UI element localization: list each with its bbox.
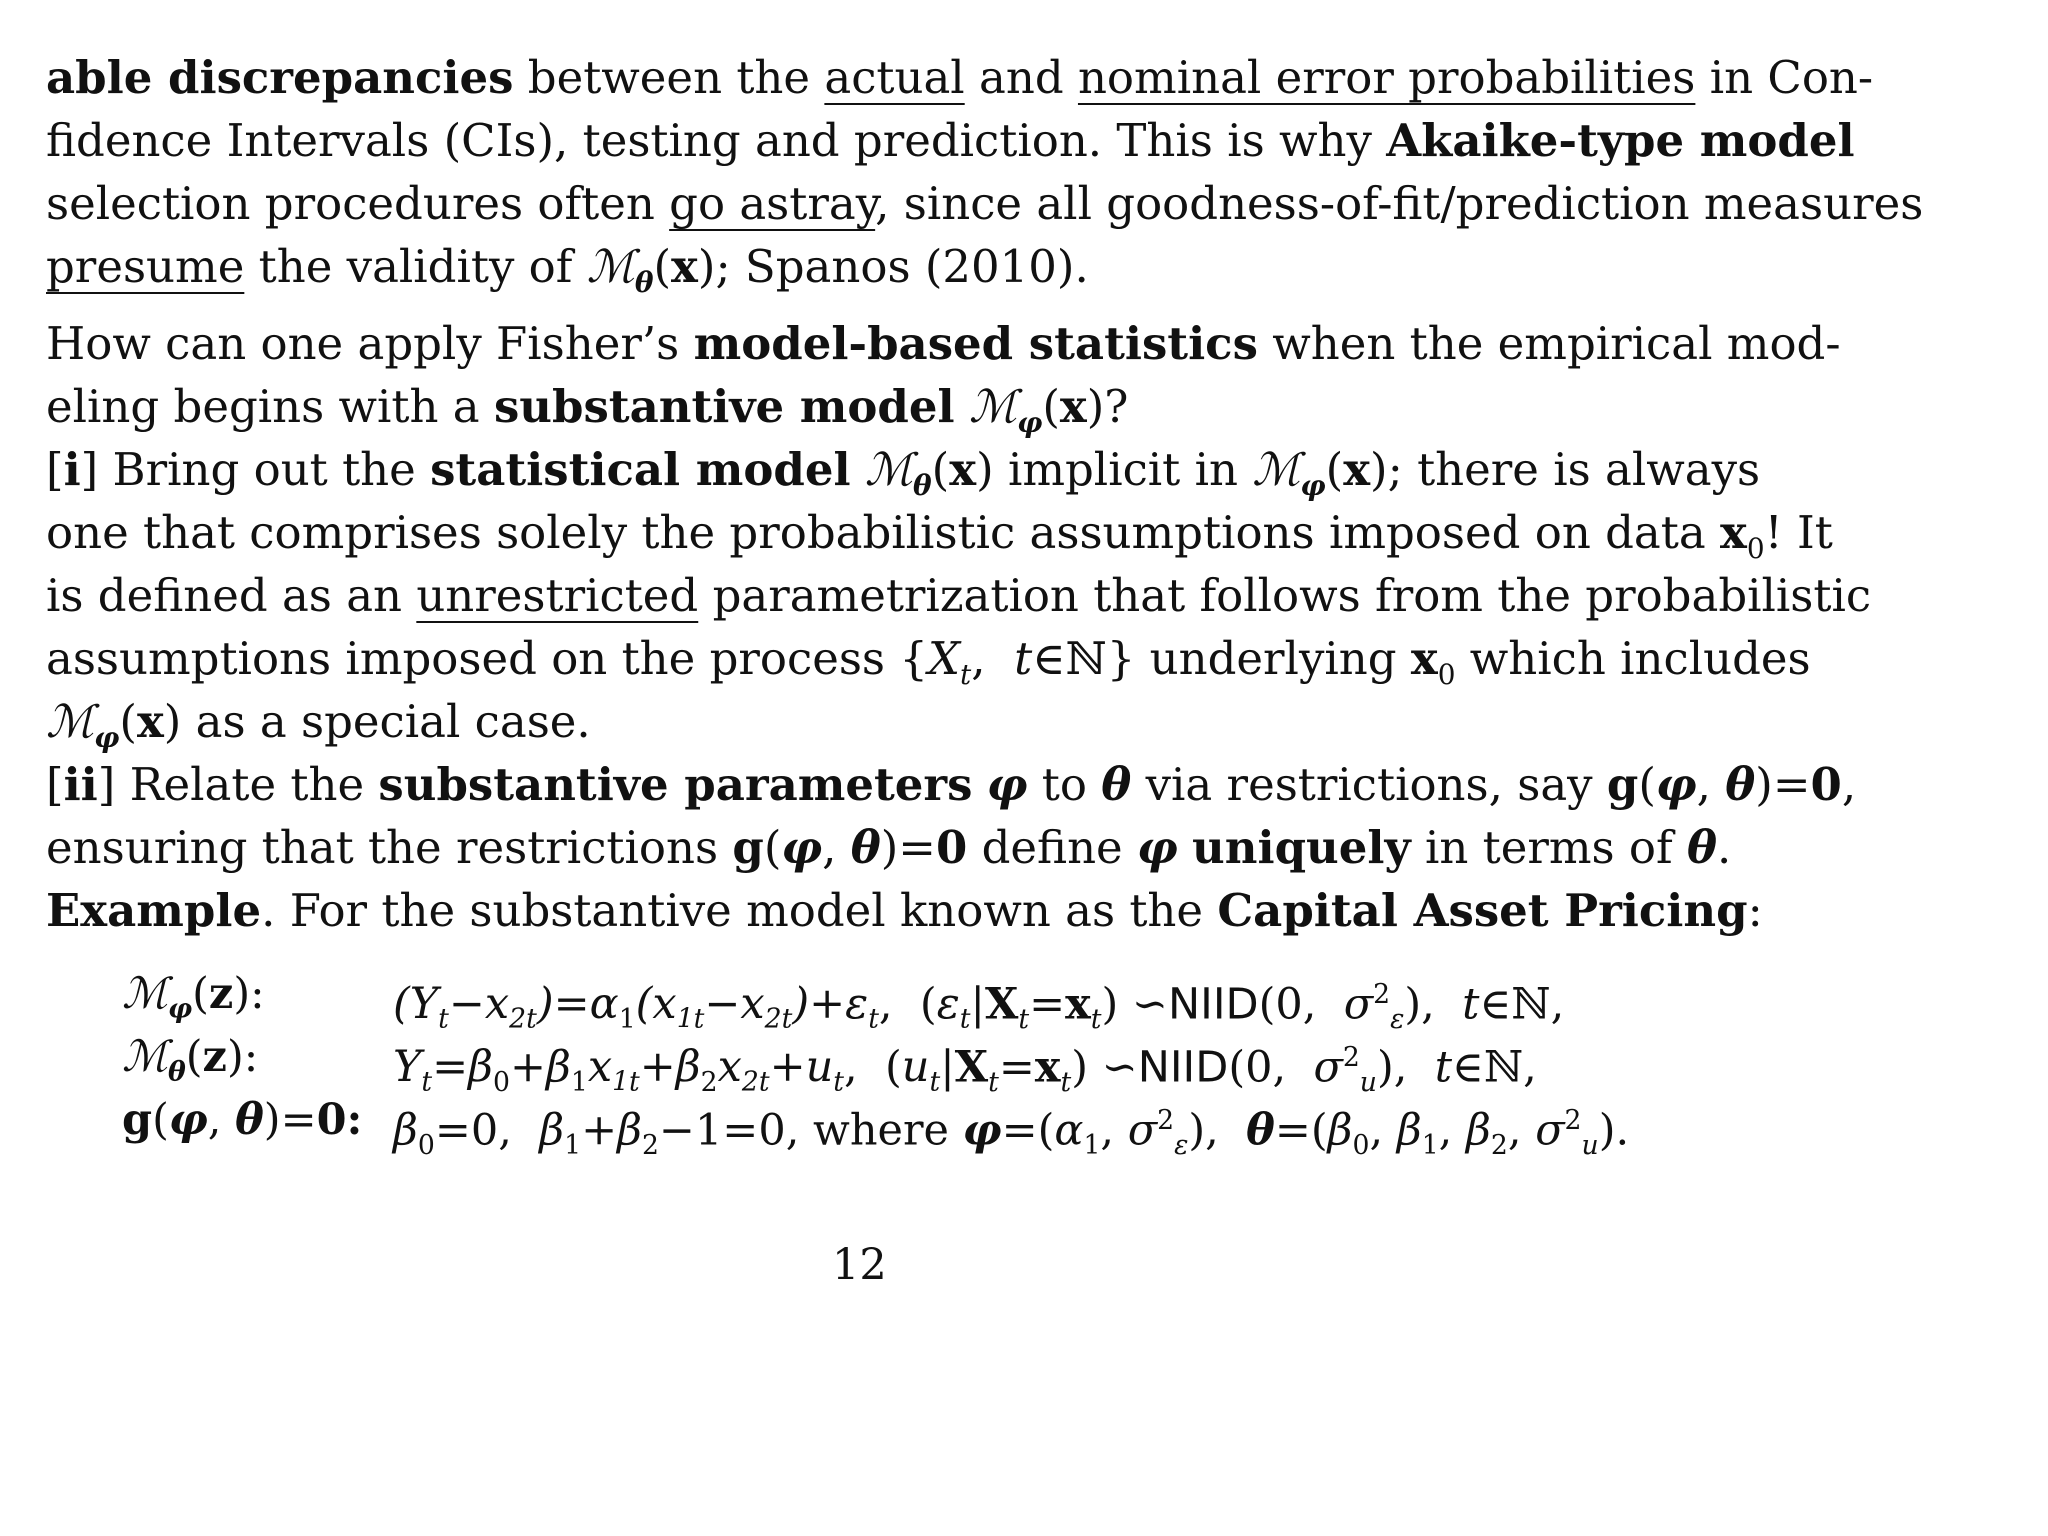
page-number: 12 [832, 1240, 887, 1290]
example-heading: Example. For the substantive model known as the Capital Asset Pricing: [46, 884, 1763, 937]
item-i: [i] Bring out the statistical model ℳ$_\theta$(x) implicit in ℳ$_\varphi$(x); there is always [46, 443, 1761, 502]
paragraph-2: How can one apply Fisher’s model-based statistics when the empirical mod- eling begins with a substantive model ℳ$_\varphi$(x)? [i] Bring out the statistical model ℳ$_\theta$(x) implicit in ℳ$_\varphi$(x); there is always one that comprises solely the probabilistic assumptions imposed on data $x_0$! It is defined as an unrestricted parametrization that follows from the probabilistic assumptions imposed on the process {$X_t$, t∈ℕ} underlying $x_0$ which includes ℳ$_\varphi$(x) as a special case. [ii] Relate the substantive parameters φ to θ via restrictions, say g(φ, θ)=0, ensuring that the restrictions g(φ, θ)=0 define φ uniquely in terms of θ. Example. For the substantive model known as the Capital Asset Pricing: [46, 312, 1672, 942]
body-text [46, 46, 1924, 942]
paragraph-1: able discrepancies between the actual and nominal error probabilities in Con- fidence Intervals (CIs), testing and prediction. This is why Akaike-type model selection procedures often go astray, since all goodness-of-fit/prediction measures presume the validity of ℳ$_\theta$(x); Spanos (2010). [46, 51, 1924, 299]
document-page: able discrepancies between the actual and nominal error probabilities in Con- fidence Intervals (CIs), testing and prediction. This is why Akaike-type model selection procedures often go astray, since all goodness-of-fit/prediction measures presume the validity of ℳ$_\theta$(x); Spanos (2010). How can one apply Fisher’s model-based statistics when the empirical mod- eling begins with a substantive model ℳ$_\varphi$(x)? [i] Bring out the statistical model ℳ$_\theta$(x) implicit in ℳ$_\varphi$(x); there is always one that comprises solely the probabilistic assumptions imposed on data $x_0$! It is defined as an unrestricted parametrization that follows from the probabilistic assumptions imposed on the process {$X_t$, t∈ℕ} underlying $x_0$ which includes ℳ$_\varphi$(x) as a special case. [ii] Relate the substantive parameters φ to θ via restrictions, say g(φ, θ)=0, ensuring that the restrictions g(φ, θ)=0 define φ uniquely in terms of θ. Example. For the substantive model known as the Capital Asset Pricing: ℳ$_\varphi$(z): $(Y_t-x_{2t})=\alpha_1(x_{1t}-x_{2t})+\varepsilon_t$, $(\varepsilon_t|X_t=x_t)$ ∽NIID(0, $\sigma^2_\varepsilon$), t∈ℕ, ℳ$_\theta$(z): $Y_t=\beta_0+\beta_1x_{1t}+\beta_2x_{2t}+u_t$, $(u_t|X_t=x_t)$ ∽NIID(0, $\sigma^2_u$), t∈ℕ, g(φ, θ)=0: $\beta_0=0$, $\beta_1+\beta_2-1=0$, where $\varphi=(\alpha_1$, $\sigma^2_\varepsilon$), $\theta=(\beta_0$, $\beta_1$, $\beta_2$, $\sigma^2_u$). 12 [0, 0, 2048, 1536]
item-ii: [ii] Relate the substantive parameters φ to θ via restrictions, say g(φ, θ)=0, [46, 758, 1857, 811]
